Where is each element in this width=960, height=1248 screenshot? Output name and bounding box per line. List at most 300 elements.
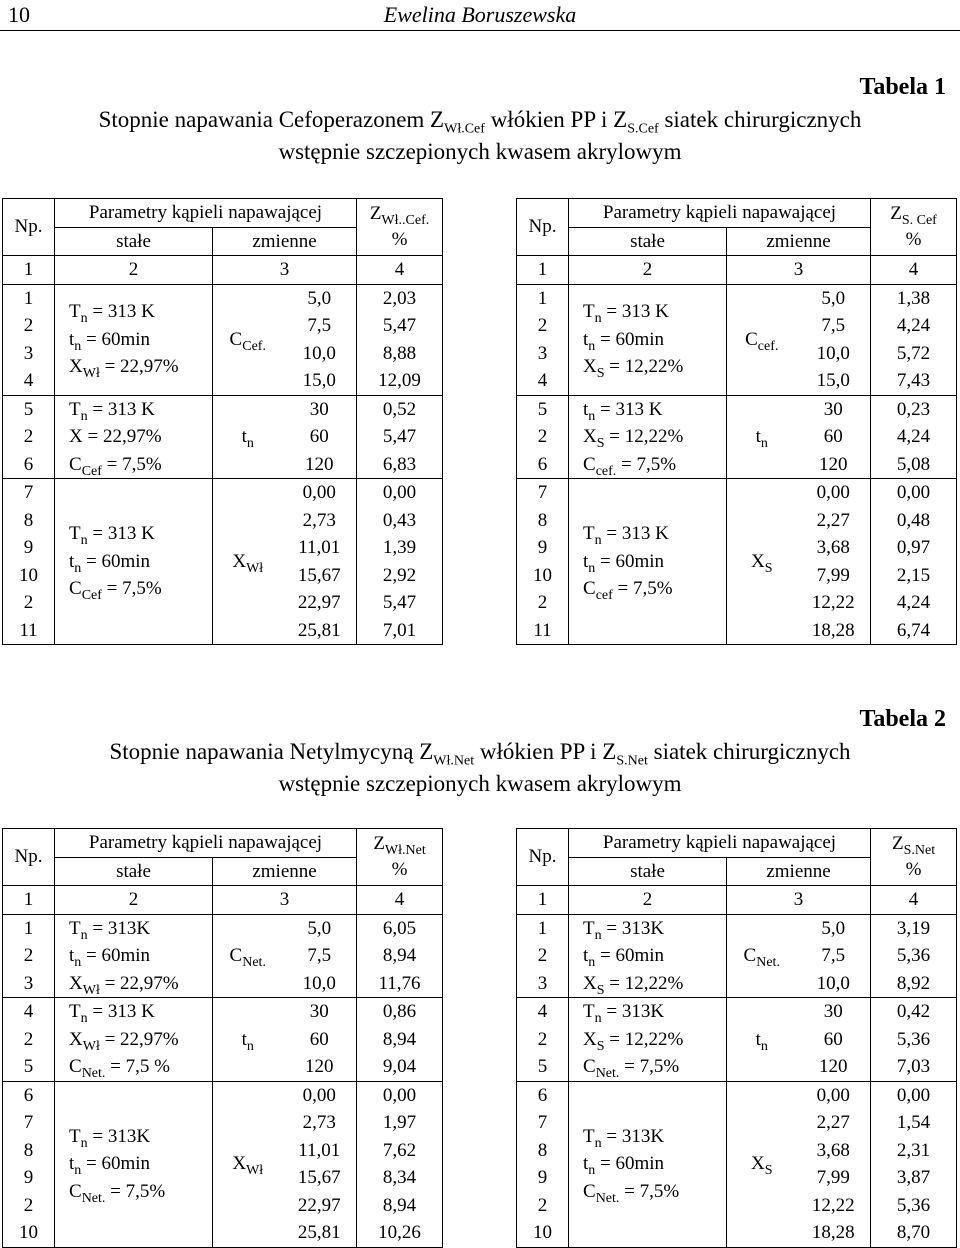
var-symbol: t — [755, 426, 761, 447]
np-cell — [517, 479, 569, 645]
const-param — [55, 423, 212, 451]
var-subscript: S — [764, 560, 773, 576]
param-value: = 7,5% — [101, 578, 162, 600]
param-value: = 313 K — [601, 523, 669, 545]
col-var-header — [727, 857, 871, 886]
column-number-row — [517, 256, 957, 285]
param-value: = 313K — [601, 917, 665, 939]
var-value: 60 — [823, 426, 843, 447]
np-value: 10 — [19, 1222, 38, 1243]
param-subscript: Cef — [81, 463, 102, 479]
table-row-group — [3, 914, 443, 998]
var-symbol: t — [241, 1028, 247, 1050]
z-values-cell — [871, 479, 957, 645]
np-value: 5 — [23, 1056, 34, 1077]
header-row — [3, 829, 443, 858]
var-param-cell — [213, 395, 283, 479]
var-value: 30 — [823, 1001, 843, 1022]
page-header — [0, 0, 960, 31]
var-value: 25,81 — [297, 1222, 341, 1243]
z-main: Z — [369, 203, 382, 224]
param-subscript: n — [594, 311, 602, 327]
param-subscript: n — [74, 560, 82, 576]
var-value: 120 — [819, 453, 848, 475]
np-value: 1 — [537, 287, 548, 309]
const-param — [55, 998, 212, 1026]
z-value: 10,26 — [378, 1222, 421, 1243]
np-cell — [3, 1081, 55, 1247]
z-main: Z — [373, 833, 385, 854]
param-symbol: T — [69, 1001, 81, 1022]
param-subscript: Wł — [82, 1038, 100, 1054]
z-value: 5,72 — [896, 342, 931, 364]
var-value: 60 — [309, 426, 329, 447]
param-symbol: X — [583, 356, 597, 378]
var-subscript: S — [764, 1163, 773, 1179]
col-z-unit — [871, 857, 956, 883]
var-value: 15,67 — [297, 564, 341, 586]
param-subscript: S — [596, 366, 605, 382]
np-value: 1 — [537, 917, 548, 939]
col-z-header — [871, 829, 957, 886]
z-value: 5,08 — [896, 453, 931, 475]
np-value: 5 — [537, 1056, 548, 1077]
var-value: 5,0 — [821, 917, 846, 939]
np-value: 11 — [19, 619, 38, 641]
np-value: 8 — [537, 1139, 548, 1161]
header-row — [3, 199, 443, 228]
np-value: 7 — [537, 1112, 548, 1133]
z-value: 5,47 — [382, 315, 417, 336]
var-subscript: n — [760, 435, 768, 451]
param-subscript: Wł — [82, 366, 100, 382]
var-subscript: cef. — [757, 338, 779, 354]
col-number-values: 3 — [727, 256, 871, 285]
param-symbol: C — [69, 1056, 82, 1077]
var-values-cell — [283, 914, 357, 998]
param-symbol: C — [69, 453, 82, 475]
table-row-group — [517, 998, 957, 1082]
var-value: 120 — [819, 1056, 848, 1077]
np-cell — [517, 1081, 569, 1247]
table-row-group — [517, 479, 957, 645]
param-subscript: n — [588, 408, 596, 424]
table1-title-line2: wstępnie szczepionych kwasem akrylowym — [278, 139, 682, 164]
np-value: 6 — [537, 1084, 548, 1106]
z-values-cell — [357, 479, 443, 645]
col-np-label: Np. — [528, 216, 557, 238]
var-symbol: X — [232, 1153, 247, 1175]
param-value: = 60min — [595, 945, 665, 966]
var-value: 11,01 — [298, 1139, 341, 1161]
var-subscript: n — [760, 1038, 768, 1054]
col-const-header — [569, 227, 727, 256]
col-z-symbol — [871, 831, 956, 857]
const-param — [569, 353, 726, 381]
var-subscript: Net. — [756, 954, 780, 970]
table2-right — [516, 828, 957, 1248]
z-value: 0,48 — [896, 509, 931, 531]
var-value: 10,0 — [816, 972, 850, 994]
np-value: 7 — [23, 482, 34, 503]
col-number-np: 1 — [517, 256, 569, 285]
var-value: 2,73 — [302, 509, 336, 531]
var-value: 2,27 — [816, 1112, 850, 1133]
param-value: = 313 K — [87, 523, 155, 545]
param-symbol: t — [69, 1153, 75, 1175]
param-subscript: n — [74, 954, 82, 970]
z-value: 5,47 — [382, 592, 417, 613]
np-cell — [3, 395, 55, 479]
param-subscript: S — [596, 982, 605, 998]
var-values-cell — [797, 284, 871, 395]
const-param — [569, 1150, 726, 1178]
z-value: 4,24 — [896, 315, 931, 336]
var-value: 5,0 — [307, 917, 332, 939]
col-np-label: Np. — [14, 216, 43, 238]
col-var-label: zmienne — [252, 230, 317, 252]
var-values-cell — [283, 998, 357, 1082]
table-row-group — [3, 1081, 443, 1247]
col-number-z: 4 — [357, 256, 443, 285]
const-param — [569, 520, 726, 548]
col-z-header — [357, 829, 443, 886]
const-param — [55, 970, 212, 998]
col-number-values: 3 — [213, 256, 357, 285]
param-symbol: t — [583, 1153, 589, 1175]
var-symbol: t — [241, 426, 247, 447]
var-symbol: X — [232, 550, 247, 572]
col-params-header — [569, 829, 871, 858]
z-values-cell — [357, 1081, 443, 1247]
const-params-cell — [569, 479, 727, 645]
col-number-params: 2 — [569, 256, 727, 285]
param-value: = 7,5% — [619, 1056, 680, 1077]
param-value: = 60min — [595, 550, 665, 572]
var-values-cell — [797, 1081, 871, 1247]
param-symbol: t — [583, 550, 589, 572]
z-value: 0,00 — [382, 482, 417, 503]
var-param-cell — [727, 395, 797, 479]
z-value: 3,19 — [896, 917, 931, 939]
np-value: 8 — [23, 509, 34, 531]
var-values-cell — [797, 998, 871, 1082]
const-param — [55, 1150, 212, 1178]
const-param — [55, 1053, 212, 1081]
var-value: 15,67 — [297, 1167, 341, 1188]
z-value: 7,62 — [382, 1139, 417, 1161]
np-value: 1 — [23, 917, 34, 939]
np-value: 9 — [537, 537, 548, 558]
z-value: 0,52 — [382, 398, 417, 420]
var-value: 30 — [823, 398, 843, 420]
table2-title-line2: wstępnie szczepionych kwasem akrylowym — [278, 771, 682, 796]
z-unit: % — [905, 229, 922, 250]
col-z-symbol — [357, 831, 442, 857]
const-param — [55, 520, 212, 548]
z-sub: Wł..Cef. — [381, 212, 430, 228]
var-symbol: X — [750, 550, 765, 572]
param-symbol: t — [69, 328, 75, 350]
z-value: 12,09 — [378, 370, 421, 391]
z-value: 11,76 — [378, 972, 421, 994]
param-value: = 22,97% — [99, 356, 179, 378]
z-value: 4,24 — [896, 592, 931, 613]
z-values-cell — [871, 284, 957, 395]
param-value: = 313K — [87, 917, 151, 939]
var-values-cell — [283, 1081, 357, 1247]
param-subscript: n — [588, 954, 596, 970]
z-values-cell — [871, 998, 957, 1082]
col-var-label: zmienne — [766, 860, 831, 882]
param-subscript: n — [594, 1135, 602, 1151]
param-value: = 60min — [81, 550, 151, 572]
col-np-header — [3, 829, 55, 886]
param-symbol: C — [583, 1056, 596, 1077]
var-value: 22,97 — [297, 592, 341, 613]
np-value: 3 — [23, 972, 34, 994]
table2-title-line1: Stopnie napawania Netylmycyną $Z_{Wł.Net}$ włókien PP i $Z_{S.Net}$ siatek chirurgicznych — [109, 739, 851, 769]
param-symbol: X — [583, 1028, 597, 1050]
np-value: 6 — [23, 1084, 34, 1106]
z-values-cell — [871, 395, 957, 479]
col-number-params: 2 — [569, 886, 727, 915]
z-value: 2,31 — [896, 1139, 931, 1161]
param-subscript: n — [80, 408, 88, 424]
var-subscript: n — [246, 1038, 254, 1054]
np-value: 2 — [537, 426, 548, 447]
z-value: 6,83 — [382, 453, 417, 475]
np-value: 1 — [23, 287, 34, 309]
var-subscript: Net. — [242, 954, 266, 970]
var-value: 7,5 — [307, 315, 332, 336]
np-value: 2 — [23, 1194, 34, 1216]
np-cell — [3, 998, 55, 1082]
col-np-header — [3, 199, 55, 256]
var-value: 0,00 — [816, 1084, 850, 1106]
var-param-cell — [213, 998, 283, 1082]
table-row-group — [517, 914, 957, 998]
z-unit: % — [391, 229, 408, 250]
param-symbol: C — [583, 578, 596, 600]
param-subscript: n — [588, 338, 596, 354]
column-number-row — [517, 886, 957, 915]
np-cell — [3, 479, 55, 645]
param-value: = 313 K — [87, 1001, 155, 1022]
np-value: 2 — [23, 1028, 34, 1050]
var-value: 7,5 — [821, 315, 846, 336]
np-value: 2 — [23, 426, 34, 447]
param-subscript: n — [80, 927, 88, 943]
param-subscript: n — [594, 927, 602, 943]
var-param-cell — [213, 284, 283, 395]
z-value: 6,05 — [382, 917, 417, 939]
param-value: = 12,22% — [604, 356, 684, 378]
np-value: 4 — [537, 370, 548, 391]
np-value: 9 — [23, 1167, 34, 1188]
var-value: 10,0 — [302, 342, 336, 364]
const-param — [569, 423, 726, 451]
param-symbol: C — [69, 578, 82, 600]
const-param — [569, 998, 726, 1026]
z-values-cell — [357, 998, 443, 1082]
param-subscript: S — [596, 1038, 605, 1054]
const-param — [569, 915, 726, 943]
param-value: = 60min — [595, 1153, 665, 1175]
var-symbol: X — [750, 1153, 765, 1175]
np-value: 3 — [23, 342, 34, 364]
param-value: = 12,22% — [604, 1028, 684, 1050]
const-param — [55, 298, 212, 326]
param-value: = 313K — [601, 1125, 665, 1147]
z-value: 2,15 — [896, 564, 931, 586]
const-param — [569, 451, 726, 479]
z-value: 9,04 — [382, 1056, 417, 1077]
z-value: 1,54 — [896, 1112, 931, 1133]
param-value: = 313 K — [87, 398, 155, 420]
param-symbol: X — [583, 972, 597, 994]
col-const-label: stałe — [630, 230, 665, 252]
param-symbol: T — [69, 523, 81, 545]
var-value: 15,0 — [816, 370, 850, 391]
var-value: 11,01 — [298, 537, 341, 558]
column-number-row — [3, 256, 443, 285]
col-number-np: 1 — [3, 886, 55, 915]
np-value: 4 — [537, 1001, 548, 1022]
col-number-np: 1 — [517, 886, 569, 915]
var-value: 5,0 — [307, 287, 332, 309]
const-param — [55, 396, 212, 424]
z-value: 0,00 — [896, 1084, 931, 1106]
page-number: 10 — [8, 2, 30, 27]
col-const-header — [569, 857, 727, 886]
col-z-header — [357, 199, 443, 256]
np-value: 2 — [23, 945, 34, 966]
z-value: 0,00 — [896, 482, 931, 503]
col-np-label: Np. — [14, 846, 43, 868]
const-params-cell — [569, 1081, 727, 1247]
var-value: 25,81 — [297, 619, 341, 641]
col-var-header — [727, 227, 871, 256]
param-symbol: T — [69, 398, 81, 420]
z-sub: S.Net — [903, 842, 936, 858]
const-param — [569, 1123, 726, 1151]
param-value: = 7,5 % — [105, 1056, 170, 1077]
var-value: 3,68 — [816, 537, 850, 558]
param-subscript: Net. — [595, 1190, 620, 1206]
table2-left — [2, 828, 443, 1248]
column-number-row — [3, 886, 443, 915]
var-value: 0,00 — [302, 482, 336, 503]
col-params-label: Parametry kąpieli napawającej — [88, 832, 323, 853]
var-value: 12,22 — [811, 1194, 855, 1216]
var-value: 5,0 — [821, 287, 846, 309]
param-symbol: T — [583, 917, 595, 939]
col-np-label: Np. — [528, 846, 557, 868]
param-symbol: X — [69, 356, 83, 378]
var-param-cell — [727, 914, 797, 998]
z-value: 3,87 — [896, 1167, 931, 1188]
np-value: 2 — [23, 592, 34, 613]
z-value: 0,00 — [382, 1084, 417, 1106]
col-var-header — [213, 857, 357, 886]
col-number-z: 4 — [871, 886, 957, 915]
table1-label: Tabela 1 — [859, 74, 946, 100]
np-value: 2 — [537, 945, 548, 966]
table1-right — [516, 198, 957, 645]
const-param — [569, 396, 726, 424]
var-value: 18,28 — [811, 1222, 855, 1243]
const-param — [569, 548, 726, 576]
col-number-z: 4 — [357, 886, 443, 915]
const-param — [569, 1053, 726, 1081]
var-value: 15,0 — [302, 370, 336, 391]
var-value: 60 — [823, 1028, 843, 1050]
var-value: 10,0 — [816, 342, 850, 364]
const-params-cell — [55, 479, 213, 645]
var-symbol: C — [229, 945, 243, 966]
param-subscript: Wł — [82, 982, 100, 998]
z-value: 2,03 — [382, 287, 417, 309]
param-value: = 313 K — [595, 398, 663, 420]
var-symbol: t — [755, 1028, 761, 1050]
param-subscript: n — [74, 338, 82, 354]
const-params-cell — [55, 284, 213, 395]
var-subscript: Wł — [246, 560, 264, 576]
np-value: 10 — [533, 564, 552, 586]
param-subscript: n — [74, 1163, 82, 1179]
param-subscript: Net. — [81, 1065, 106, 1081]
table-row-group — [517, 395, 957, 479]
z-value: 8,34 — [382, 1167, 417, 1188]
col-params-label: Parametry kąpieli napawającej — [88, 202, 323, 223]
table-row-group — [3, 998, 443, 1082]
var-values-cell — [797, 914, 871, 998]
param-subscript: cef. — [595, 463, 617, 479]
param-value: = 60min — [81, 945, 151, 966]
const-param — [55, 451, 212, 479]
var-value: 60 — [309, 1028, 329, 1050]
col-np-header — [517, 829, 569, 886]
var-subscript: Wł — [246, 1163, 264, 1179]
param-value: = 22,97% — [82, 426, 162, 447]
param-symbol: T — [583, 523, 595, 545]
var-value: 3,68 — [816, 1139, 850, 1161]
np-value: 5 — [23, 398, 34, 420]
col-z-unit — [871, 227, 956, 253]
np-value: 9 — [23, 537, 34, 558]
z-values-cell — [357, 395, 443, 479]
var-value: 10,0 — [302, 972, 336, 994]
param-symbol: X — [69, 972, 83, 994]
header-row — [517, 829, 957, 858]
np-value: 3 — [537, 972, 548, 994]
col-const-label: stałe — [116, 230, 151, 252]
table1-title-line1: Stopnie napawania Cefoperazonem $Z_{Wł.Cef}$ włókien PP i $Z_{S.Cef}$ siatek chirurgicznych — [98, 107, 862, 137]
param-value: = 7,5% — [619, 1180, 680, 1202]
table-row-group — [3, 395, 443, 479]
param-symbol: T — [69, 1125, 81, 1147]
z-value: 8,88 — [382, 342, 417, 364]
np-cell — [517, 284, 569, 395]
const-param — [55, 942, 212, 970]
z-unit: % — [391, 859, 408, 880]
var-param-cell — [213, 914, 283, 998]
param-subscript: Cef — [81, 588, 102, 604]
z-value: 0,42 — [896, 1001, 931, 1022]
col-params-header — [55, 199, 357, 228]
const-param — [55, 548, 212, 576]
